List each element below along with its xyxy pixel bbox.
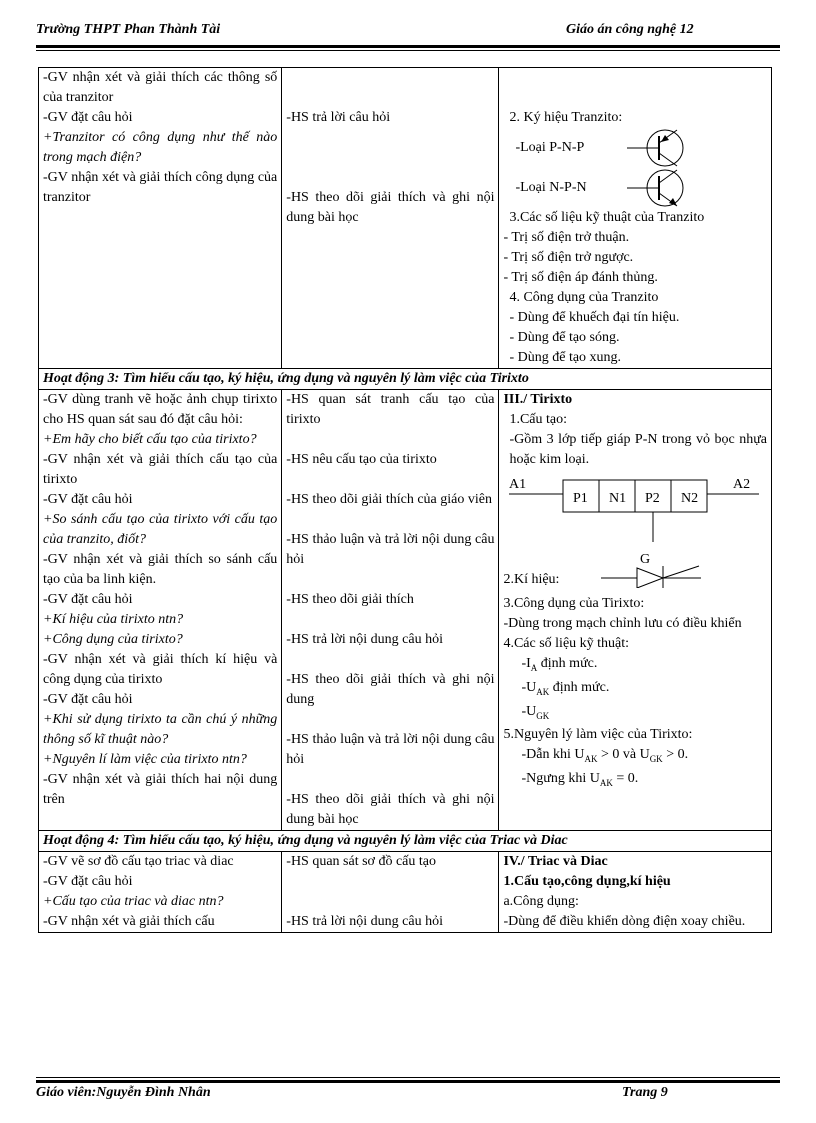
table-row xyxy=(39,852,772,933)
student-line: -HS trả lời nội dung câu hỏi xyxy=(286,632,443,647)
teacher-question: +Kí hiệu của tirixto ntn? xyxy=(43,612,184,627)
teacher-question: +Công dụng của tirixto? xyxy=(43,632,183,647)
specs-title: 3.Các số liệu kỹ thuật của Tranzito xyxy=(509,210,705,225)
student-line: -HS quan sát sơ đồ cấu tạo xyxy=(286,854,436,869)
teacher-line: -GV đặt câu hỏi xyxy=(43,692,133,707)
header-rule-thin xyxy=(36,50,780,51)
content-cell xyxy=(499,390,772,831)
use-item: - Dùng để tạo sóng. xyxy=(509,330,620,345)
thyristor-layers-svg xyxy=(501,474,759,574)
teacher-line: -GV vẽ sơ đồ cấu tạo triac và diac xyxy=(43,854,234,869)
teacher-line: -GV nhận xét và giải thích công dụng của tranzitor xyxy=(43,170,278,205)
pnp-row xyxy=(503,128,767,168)
teacher-question: +Nguyên lí làm việc của tirixto ntn? xyxy=(43,752,247,767)
teacher-line: -GV đặt câu hỏi xyxy=(43,110,133,125)
footer-rule xyxy=(36,1080,780,1083)
activity-3-heading: Hoạt động 3: Tìm hiểu cấu tạo, ký hiệu, ứng dụng và nguyên lý làm việc của Tirixto xyxy=(39,369,772,390)
npn-row xyxy=(503,168,767,208)
school-name: Trường THPT Phan Thành Tài xyxy=(36,22,221,37)
npn-label: -Loại N-P-N xyxy=(515,180,587,195)
pnp-transistor-icon xyxy=(625,126,705,170)
use-item: - Dùng để khuếch đại tín hiệu. xyxy=(509,310,680,325)
use-item: - Dùng để tạo xung. xyxy=(509,350,622,365)
teacher-question: +Em hãy cho biết cấu tạo của tirixto? xyxy=(43,432,257,447)
teacher-line: -GV dùng tranh vẽ hoặc ảnh chụp tirixto cho HS quan sát sau đó đặt câu hỏi: xyxy=(43,392,278,427)
student-line: -HS theo dõi giải thích và ghi nội dung bài học xyxy=(286,190,495,225)
activity-row xyxy=(39,369,772,390)
student-line: -HS thảo luận và trả lời nội dung câu hỏi xyxy=(286,532,495,567)
struct-title: 1.Cấu tạo: xyxy=(509,412,567,427)
use-text: -Dùng để điều khiển dòng điện xoay chiều. xyxy=(503,914,746,929)
page-header xyxy=(36,22,780,42)
specs-title: 4.Các số liệu kỹ thuật: xyxy=(503,636,630,651)
npn-transistor-icon xyxy=(625,166,705,210)
student-line: -HS nêu cấu tạo của tirixto xyxy=(286,452,437,467)
student-line: -HS theo dõi giải thích và ghi nội dung xyxy=(286,672,495,707)
lesson-table xyxy=(38,67,772,933)
teacher-question: +Cấu tạo của triac và diac ntn? xyxy=(43,894,224,909)
thyristor-structure-diagram xyxy=(503,470,767,570)
teacher-line: -GV nhận xét và giải thích so sánh cấu tạo của ba linh kiện. xyxy=(43,552,278,587)
teacher-question: +So sánh cấu tạo của tirixto với cấu tạo của tranzito, điốt? xyxy=(43,512,278,547)
use-text: -Dùng trong mạch chỉnh lưu có điều khiển xyxy=(503,616,742,631)
spec-uak: $-U_{AK}$ định mức. xyxy=(521,679,610,697)
layer-label: P2 xyxy=(645,491,661,506)
use-title: a.Công dụng: xyxy=(503,894,579,909)
spec-ia: $-I_A$ định mức. xyxy=(521,656,598,673)
student-line: -HS theo dõi giải thích và ghi nội dung bài học xyxy=(286,792,495,827)
footer-rule-thin xyxy=(36,1077,780,1078)
pnp-label: -Loại P-N-P xyxy=(515,140,585,155)
section-title: IV./ Triac và Diac xyxy=(503,854,608,869)
teacher-cell xyxy=(39,68,282,369)
subsection-title: 1.Cấu tạo,công dụng,kí hiệu xyxy=(503,874,671,889)
student-line: -HS thảo luận và trả lời nội dung câu hỏi xyxy=(286,732,495,767)
section-title: III./ Tirixto xyxy=(503,392,573,407)
struct-text: -Gồm 3 lớp tiếp giáp P-N trong vỏ bọc nhựa hoặc kim loại. xyxy=(509,432,767,467)
student-line: -HS theo dõi giải thích của giáo viên xyxy=(286,492,492,507)
layer-label: N2 xyxy=(681,491,699,506)
principle-title: 5.Nguyên lý làm việc của Tirixto: xyxy=(503,727,693,743)
principle-on: -Dẫn khi $U_{AK} > 0$ và $U_{GK} > 0$. xyxy=(521,747,689,765)
table-row xyxy=(39,390,772,831)
page-number: Trang 9 xyxy=(622,1085,668,1100)
gate-label: G xyxy=(640,552,651,567)
student-cell xyxy=(282,68,499,369)
teacher-line: -GV đặt câu hỏi xyxy=(43,492,133,507)
teacher-line: -GV đặt câu hỏi xyxy=(43,874,133,889)
activity-4-heading: Hoạt động 4: Tìm hiểu cấu tạo, ký hiệu, ứng dụng và nguyên lý làm việc của Triac và Diac xyxy=(39,831,772,852)
teacher-line: -GV nhận xét và giải thích hai nội dung trên xyxy=(43,772,278,807)
page-footer xyxy=(36,1085,780,1101)
thyristor-symbol-icon xyxy=(601,564,711,588)
principle-off: -Ngưng khi $U_{AK} = 0$. xyxy=(521,771,639,788)
activity-row xyxy=(39,831,772,852)
subject-title: Giáo án công nghệ 12 xyxy=(566,22,694,37)
teacher-cell xyxy=(39,852,282,933)
spec-item: - Trị số điện áp đánh thủng. xyxy=(503,270,658,285)
layer-label: N1 xyxy=(609,491,627,506)
content-cell xyxy=(499,852,772,933)
use-title: 3.Công dụng của Tirixto: xyxy=(503,596,645,611)
student-line: -HS trả lời câu hỏi xyxy=(286,110,391,125)
teacher-cell xyxy=(39,390,282,831)
teacher-line: -GV đặt câu hỏi xyxy=(43,592,133,607)
table-row xyxy=(39,68,772,369)
use-title: 4. Công dụng của Tranzito xyxy=(509,290,659,305)
teacher-question: +Khi sử dụng tirixto ta cần chú ý những thông số kĩ thuật nào? xyxy=(43,712,278,747)
student-cell xyxy=(282,852,499,933)
student-line: -HS trả lời nội dung câu hỏi xyxy=(286,914,443,929)
symbol-row xyxy=(503,570,767,594)
teacher-line: -GV nhận xét và giải thích kí hiệu và công dụng của tirixto xyxy=(43,652,278,687)
teacher-question: +Tranzitor có công dụng như thế nào trong mạch điện? xyxy=(43,130,278,165)
teacher-name: Giáo viên:Nguyễn Đình Nhân xyxy=(36,1085,211,1100)
symbol-title: 2.Kí hiệu: xyxy=(503,572,560,587)
student-line: -HS quan sát tranh cấu tạo của tirixto xyxy=(286,392,495,427)
cathode-label: A2 xyxy=(733,477,751,492)
teacher-line: -GV nhận xét và giải thích cấu xyxy=(43,914,215,929)
teacher-line: -GV nhận xét và giải thích cấu tạo của tirixto xyxy=(43,452,278,487)
layer-label: P1 xyxy=(573,491,589,506)
spec-ugk: $-U_{GK}$ xyxy=(521,703,550,721)
student-line: -HS theo dõi giải thích xyxy=(286,592,414,607)
symbol-title: 2. Ký hiệu Tranzito: xyxy=(509,110,623,125)
spec-item: - Trị số điện trở thuận. xyxy=(503,230,630,245)
teacher-line: -GV nhận xét và giải thích các thông số của tranzitor xyxy=(43,70,278,105)
content-cell xyxy=(499,68,772,369)
spec-item: - Trị số điện trở ngược. xyxy=(503,250,634,265)
anode-label: A1 xyxy=(509,477,527,492)
header-rule xyxy=(36,45,780,48)
student-cell xyxy=(282,390,499,831)
